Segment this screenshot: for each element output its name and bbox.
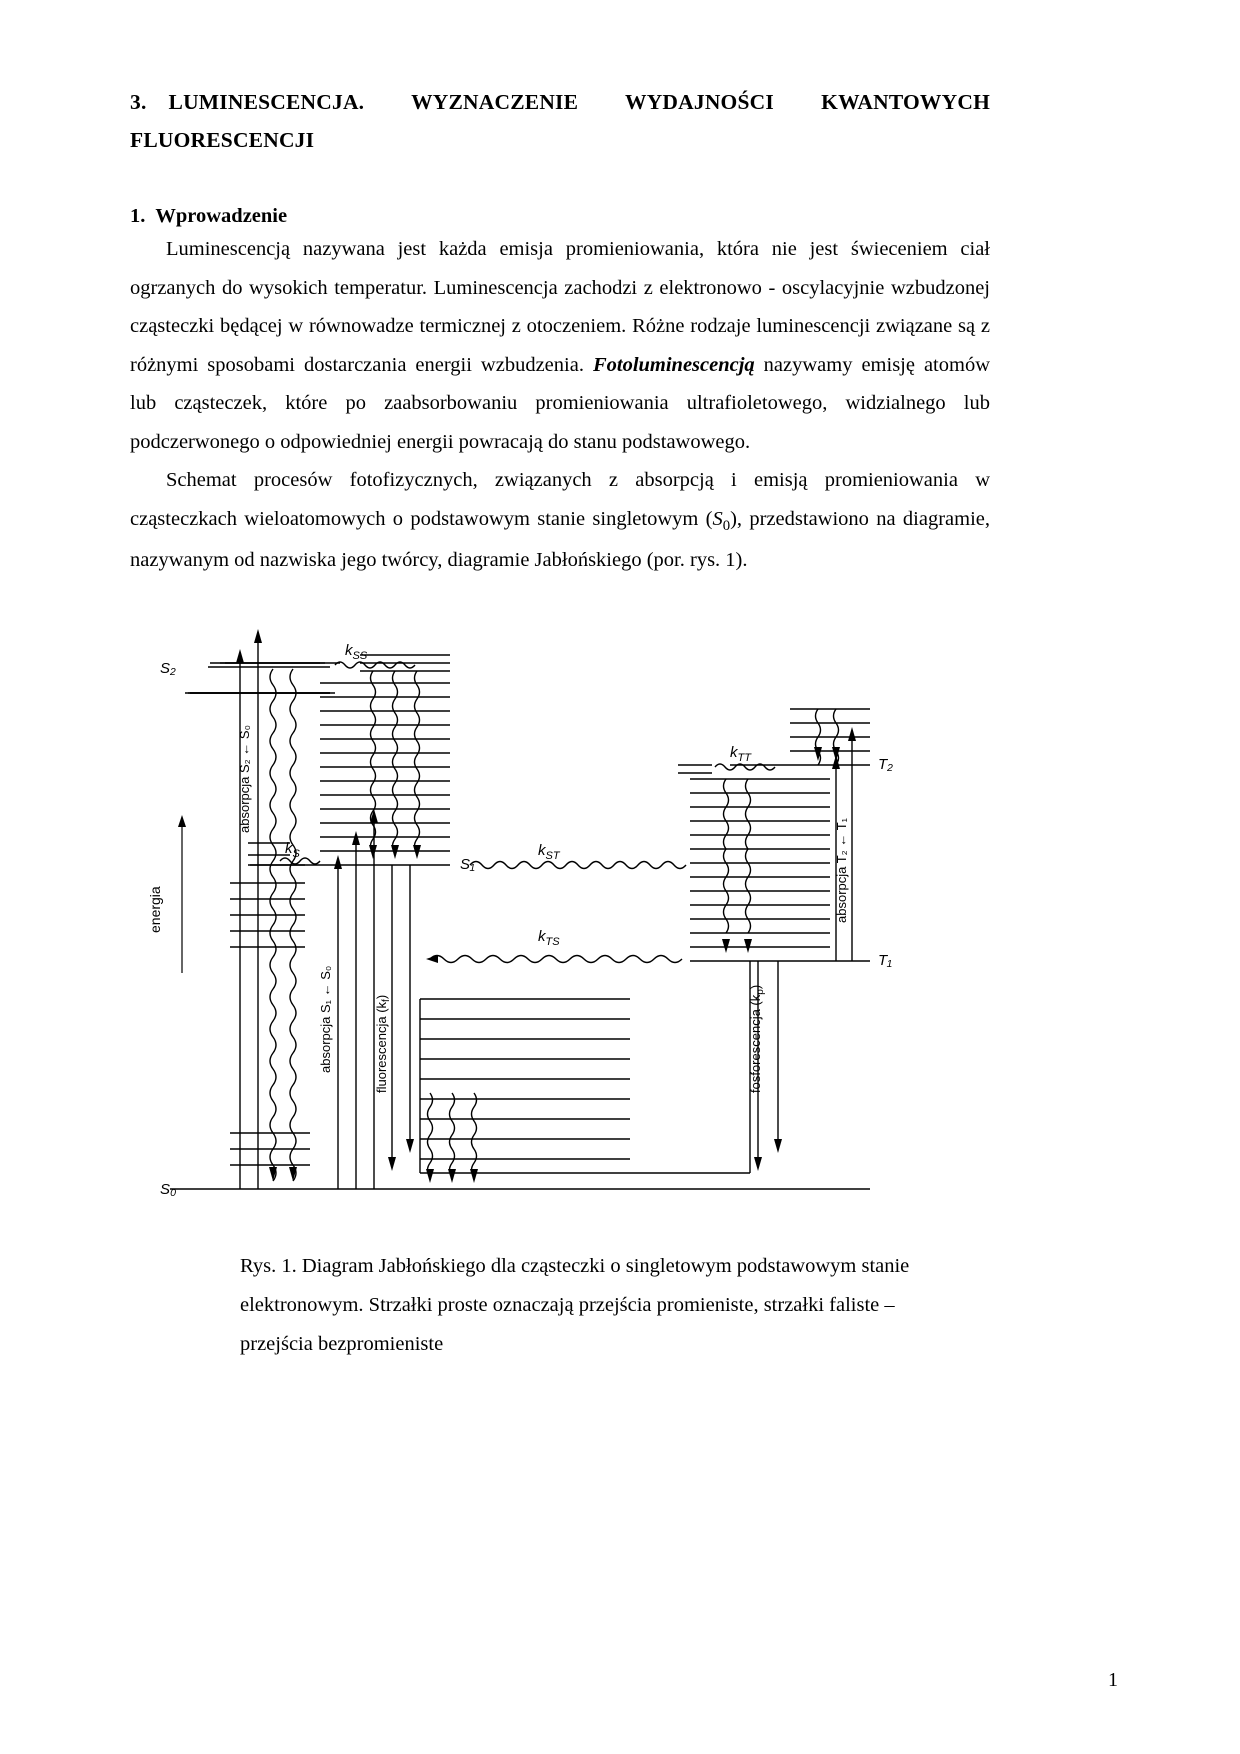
jablonski-diagram-svg: [130, 593, 990, 1233]
label-s0: S₀: [160, 1181, 177, 1199]
section-number: 1.: [130, 205, 146, 228]
paragraph-2-symbol-s: S: [712, 507, 723, 530]
label-absorption-s1-s0: absorpcja S₁ ← S₀: [318, 966, 333, 1074]
label-t1: T₁: [878, 952, 892, 970]
paragraph-scheme: [130, 461, 990, 579]
section-heading: [130, 205, 990, 228]
title-text: LUMINESCENCJA. WYZNACZENIE WYDAJNOŚCI KWANTOWYCH FLUORESCENCJI: [130, 90, 990, 152]
paragraph-1-part-b: nazywamy emisję atomów lub cząsteczek, które po zaabsorbowaniu promieniowania ultrafioletowego, widzialnego lub podczerwonego o odpowiedniej energii powracają do stanu podstawowego.: [130, 353, 990, 453]
section-title: Wprowadzenie: [155, 205, 288, 228]
label-phosphorescence: fosforescencja $(k_p)$: [748, 985, 766, 1094]
figure-jablonski-diagram: [130, 593, 990, 1233]
label-absorption-s2-s0: absorpcja S₂ ← S₀: [237, 725, 252, 834]
label-fluorescence: fluorescencja $(k_f)$: [374, 995, 392, 1094]
label-t2: T₂: [878, 756, 893, 774]
label-kts: $k_{TS}$: [538, 928, 560, 949]
label-kss: $k_{SS}$: [345, 642, 368, 663]
paragraph-2-symbol-s-sub: 0: [722, 518, 731, 535]
label-absorption-t2-t1: absorpcja T₂ ← T₁: [834, 818, 849, 924]
label-energy-axis: energia: [147, 886, 163, 934]
paragraph-2-part-a: Schemat procesów fotofizycznych, związanych z absorpcją i emisją promieniowania w cząsteczkach wieloatomowych o podstawowym stanie singletowym (: [130, 469, 990, 530]
label-s2: S₂: [160, 660, 176, 678]
label-s1: S₁: [460, 856, 475, 874]
label-ktt: $k_{TT}$: [730, 744, 751, 765]
paragraph-introduction: [130, 230, 990, 461]
paragraph-1-emphasis: Fotoluminescencją: [592, 353, 755, 376]
paragraph-1-part-a: Luminescencją nazywana jest każda emisja promieniowania, która nie jest świeceniem ciał ogrzanych do wysokich temperatur. Luminescencja zachodzi z elektronowo - oscylacyjnie wzbudzonej cząsteczki będącej w równowadze termicznej z otoczeniem. Różne rodzaje luminescencji związane są z różnymi sposobami dostarczania energii wzbudzenia.: [130, 238, 990, 376]
page-title: [130, 84, 990, 159]
paragraph-2-part-b: ), przedstawiono na diagramie, nazywanym od nazwiska jego twórcy, diagramie Jabłońskiego (por. rys. 1).: [130, 507, 990, 571]
label-kst: $k_{ST}$: [538, 842, 560, 863]
title-number: 3.: [130, 90, 147, 114]
document-content: [130, 84, 990, 1364]
label-ks: $k_S$: [285, 840, 300, 861]
figure-caption: Rys. 1. Diagram Jabłońskiego dla cząsteczki o singletowym podstawowym stanie elektronowym. Strzałki proste oznaczają przejścia promieniste, strzałki faliste – przejścia bezpromieniste: [240, 1255, 910, 1356]
page-number: 1: [1108, 1669, 1118, 1691]
